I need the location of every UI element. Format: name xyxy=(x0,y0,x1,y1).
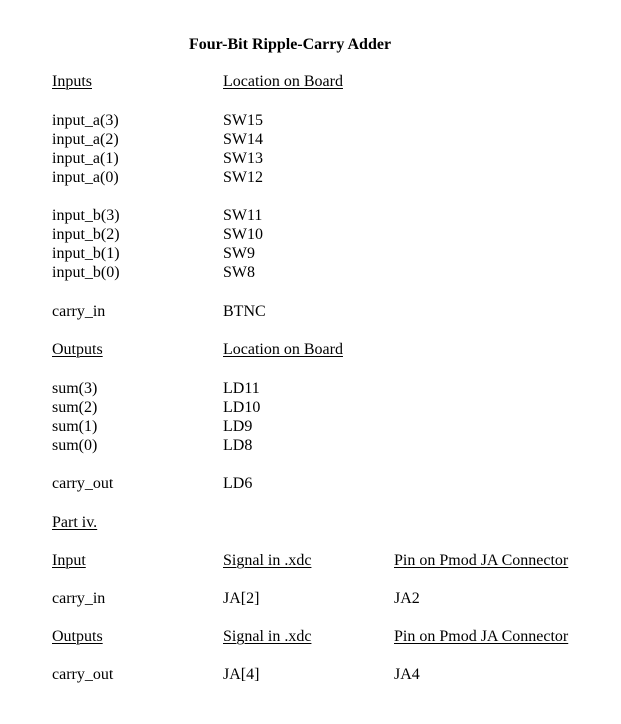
part-iv-heading: Part iv. xyxy=(52,514,98,531)
location-sum2: LD10 xyxy=(223,399,261,416)
part-iv-outputs-pin-header: Pin on Pmod JA Connector xyxy=(394,628,569,645)
signal-carry-out: carry_out xyxy=(52,475,114,492)
signal-input-b2: input_b(2) xyxy=(52,226,120,243)
part-iv-outputs-xdc-header: Signal in .xdc xyxy=(223,628,312,645)
outputs-location-header: Location on Board xyxy=(223,341,343,358)
part-iv-carry-out-xdc: JA[4] xyxy=(223,666,260,683)
location-input-a3: SW15 xyxy=(223,112,263,129)
location-carry-in: BTNC xyxy=(223,303,266,320)
location-input-a1: SW13 xyxy=(223,150,263,167)
page-title: Four-Bit Ripple-Carry Adder xyxy=(189,36,392,53)
signal-input-b3: input_b(3) xyxy=(52,207,120,224)
part-iv-carry-in-xdc: JA[2] xyxy=(223,590,260,607)
signal-carry-in: carry_in xyxy=(52,303,106,320)
signal-sum3: sum(3) xyxy=(52,380,98,397)
location-carry-out: LD6 xyxy=(223,475,253,492)
location-sum1: LD9 xyxy=(223,418,253,435)
location-input-b0: SW8 xyxy=(223,264,255,281)
part-iv-input-pin-header: Pin on Pmod JA Connector xyxy=(394,552,569,569)
signal-input-b0: input_b(0) xyxy=(52,264,120,281)
part-iv-carry-in-signal: carry_in xyxy=(52,590,106,607)
signal-input-b1: input_b(1) xyxy=(52,245,120,262)
part-iv-input-xdc-header: Signal in .xdc xyxy=(223,552,312,569)
inputs-header: Inputs xyxy=(52,73,92,90)
part-iv-carry-out-pin: JA4 xyxy=(394,666,420,683)
part-iv-carry-out-signal: carry_out xyxy=(52,666,114,683)
location-input-a0: SW12 xyxy=(223,169,263,186)
inputs-location-header: Location on Board xyxy=(223,73,343,90)
signal-sum2: sum(2) xyxy=(52,399,98,416)
signal-sum1: sum(1) xyxy=(52,418,98,435)
location-input-b2: SW10 xyxy=(223,226,263,243)
location-input-a2: SW14 xyxy=(223,131,263,148)
part-iv-carry-in-pin: JA2 xyxy=(394,590,420,607)
signal-sum0: sum(0) xyxy=(52,437,98,454)
location-input-b3: SW11 xyxy=(223,207,263,224)
signal-input-a1: input_a(1) xyxy=(52,150,119,167)
signal-input-a3: input_a(3) xyxy=(52,112,119,129)
part-iv-input-header: Input xyxy=(52,552,86,569)
signal-input-a2: input_a(2) xyxy=(52,131,119,148)
signal-input-a0: input_a(0) xyxy=(52,169,119,186)
part-iv-outputs-header: Outputs xyxy=(52,628,103,645)
outputs-header: Outputs xyxy=(52,341,103,358)
location-input-b1: SW9 xyxy=(223,245,255,262)
location-sum0: LD8 xyxy=(223,437,253,454)
location-sum3: LD11 xyxy=(223,380,260,397)
